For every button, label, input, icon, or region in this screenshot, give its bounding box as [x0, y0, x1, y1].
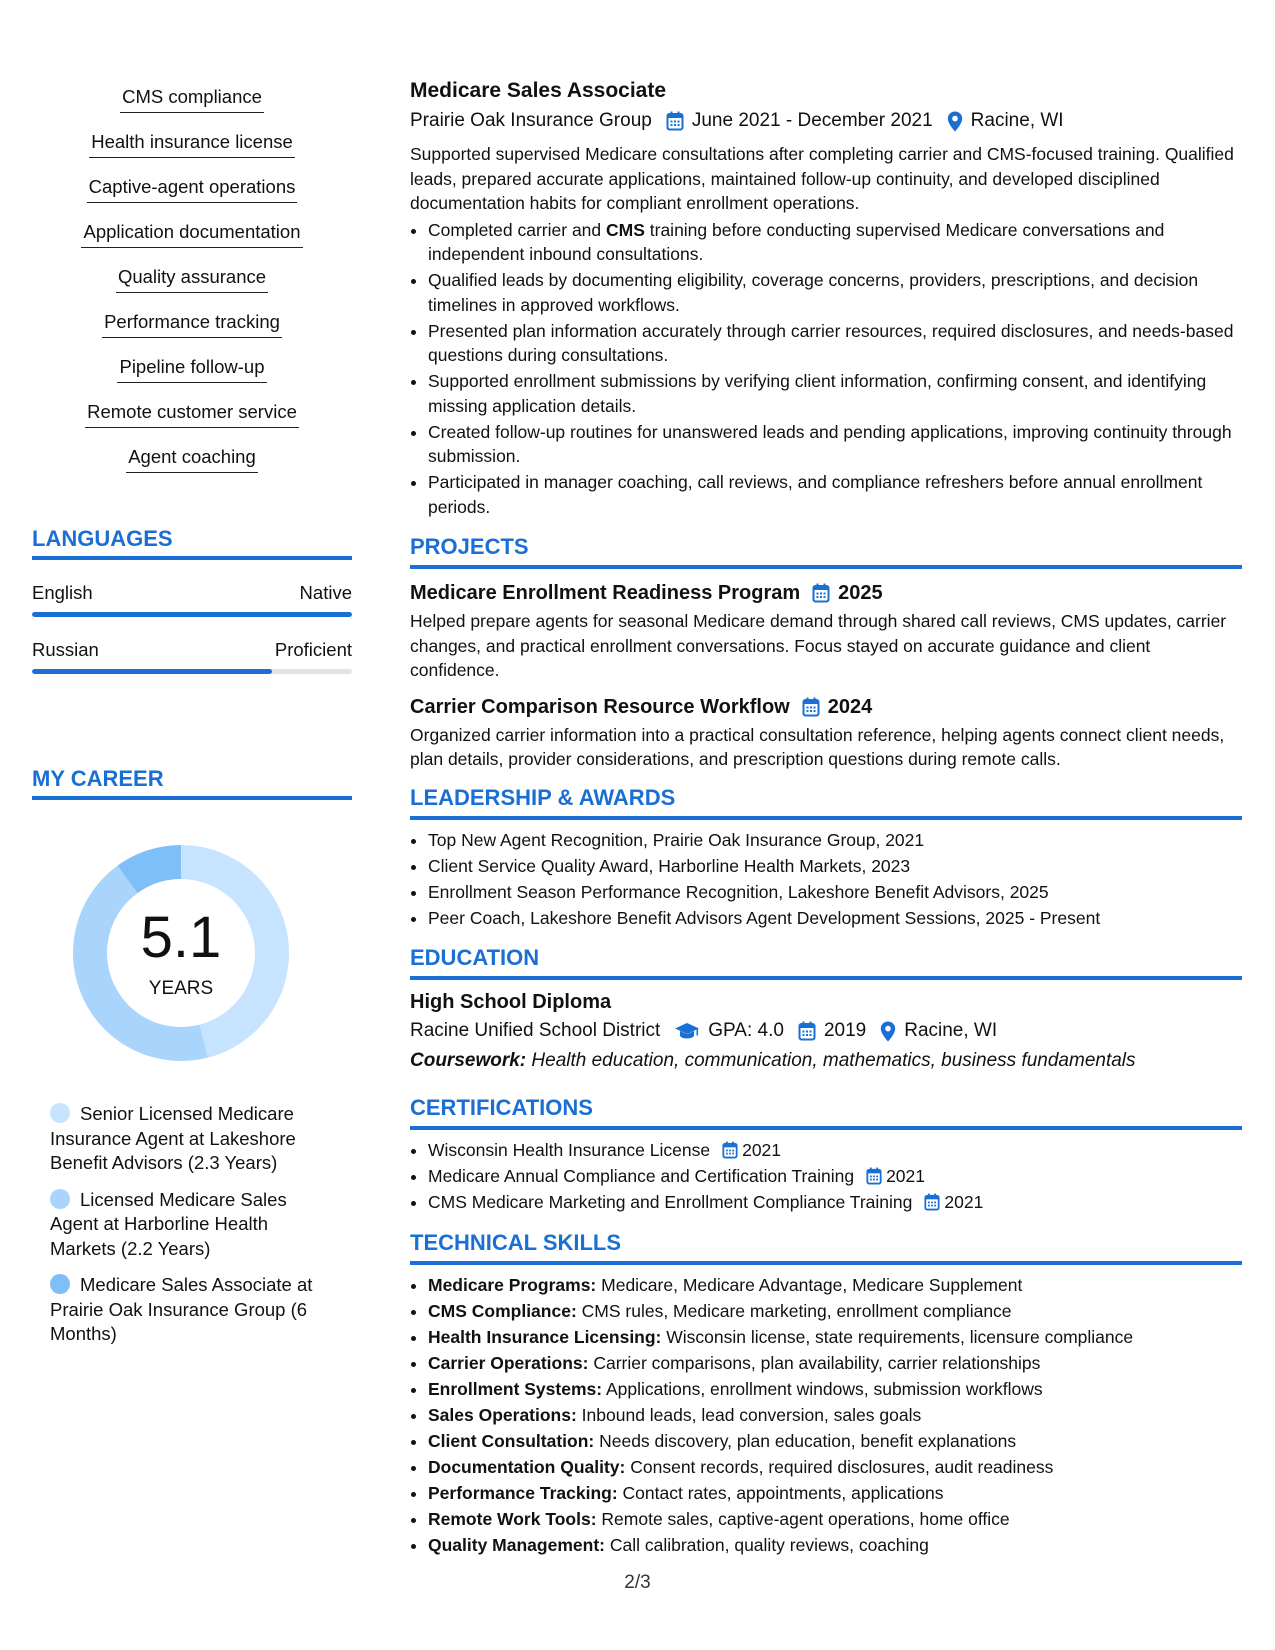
calendar-icon — [722, 1141, 738, 1159]
career-total-years: 5.1 — [140, 905, 222, 970]
award-item: • Enrollment Season Performance Recognition, Lakeshore Benefit Advisors, 2025 — [428, 880, 1242, 905]
project-entry — [410, 693, 1242, 772]
technical-skill-item: • Carrier Operations: Carrier comparisons, plan availability, carrier relationships — [428, 1351, 1242, 1376]
job-title: Medicare Sales Associate — [410, 79, 667, 102]
calendar-icon — [798, 1021, 816, 1041]
location-pin-icon — [880, 1021, 896, 1042]
legend-dot-icon — [50, 1103, 70, 1123]
career-legend-item: Licensed Medicare Sales Agent at Harborline Health Markets (2.2 Years) — [50, 1188, 287, 1259]
job-bullet: • Supported enrollment submissions by verifying client information, confirming consent, and identifying missing application details. — [428, 369, 1242, 418]
skill-list — [32, 84, 352, 489]
project-entry — [410, 579, 1242, 683]
language-english — [32, 582, 352, 617]
technical-skills-section — [410, 1229, 1242, 1558]
certification-item: • Medicare Annual Compliance and Certification Training 2021 — [428, 1164, 1242, 1189]
skill-item: Quality assurance — [32, 264, 352, 309]
project-year: 2024 — [827, 695, 873, 718]
projects-heading: PROJECTS — [410, 533, 1242, 569]
skill-item: Health insurance license — [32, 129, 352, 174]
project-description: Organized carrier information into a practical consultation reference, helping agents connect client needs, plan details, provider considerations, and prescription questions during remote calls. — [410, 724, 1225, 769]
skill-item: Remote customer service — [32, 399, 352, 444]
graduation-cap-icon — [674, 1022, 700, 1040]
technical-skills-heading: TECHNICAL SKILLS — [410, 1229, 1242, 1265]
job-bullet: • Presented plan information accurately through carrier resources, required disclosures, and needs-based questions during consultations. — [428, 319, 1242, 368]
job-bullet: • Completed carrier and CMS training before conducting supervised Medicare conversations and independent inbound consultations. — [428, 218, 1242, 267]
calendar-icon — [866, 1167, 882, 1185]
certifications-heading: CERTIFICATIONS — [410, 1094, 1242, 1130]
technical-skill-item: • Enrollment Systems: Applications, enrollment windows, submission workflows — [428, 1377, 1242, 1402]
education-school: Racine Unified School District — [410, 1020, 661, 1041]
job-bullets — [410, 218, 1242, 520]
technical-skill-item: • Remote Work Tools: Remote sales, captive-agent operations, home office — [428, 1507, 1242, 1532]
job-meta — [410, 106, 1242, 136]
location-pin-icon — [947, 111, 963, 132]
language-russian — [32, 639, 352, 674]
certifications-list — [410, 1138, 1242, 1215]
job-bullet: • Created follow-up routines for unanswered leads and pending applications, improving continuity through submission. — [428, 420, 1242, 469]
certification-item: • Wisconsin Health Insurance License 2021 — [428, 1138, 1242, 1163]
career-legend — [50, 1102, 320, 1347]
job-summary: Supported supervised Medicare consultations after completing carrier and CMS-focused training. Qualified leads, prepared accurate applications, maintained follow-up continuity, and developed disciplined documentation habits for compliant enrollment operations. — [410, 144, 1234, 213]
awards-section — [410, 784, 1242, 931]
skill-item: Agent coaching — [32, 444, 352, 489]
language-bar — [32, 669, 352, 674]
language-bar-fill — [32, 612, 352, 617]
technical-skill-item: • CMS Compliance: CMS rules, Medicare marketing, enrollment compliance — [428, 1299, 1242, 1324]
skill-item: CMS compliance — [32, 84, 352, 129]
project-description: Helped prepare agents for seasonal Medicare demand through shared call reviews, CMS updates, carrier changes, and practical enrollment conversations. Focus stayed on accurate guidance and client confidence. — [410, 611, 1227, 680]
calendar-icon — [802, 697, 820, 717]
project-title: Medicare Enrollment Readiness Program — [410, 582, 801, 604]
career-heading: MY CAREER — [32, 766, 352, 800]
career-legend-item: Senior Licensed Medicare Insurance Agent at Lakeshore Benefit Advisors (2.3 Years) — [50, 1103, 296, 1173]
experience-entry — [410, 76, 1242, 519]
language-level: Proficient — [274, 639, 352, 660]
job-dates: June 2021 - December 2021 — [691, 110, 933, 131]
technical-skills-list — [410, 1273, 1242, 1558]
certification-item: • CMS Medicare Marketing and Enrollment Compliance Training 2021 — [428, 1190, 1242, 1215]
job-location: Racine, WI — [970, 110, 1064, 131]
legend-dot-icon — [50, 1274, 70, 1294]
left-column — [32, 84, 352, 1344]
project-year: 2025 — [838, 582, 883, 604]
language-bar-fill — [32, 669, 272, 674]
education-location: Racine, WI — [904, 1020, 998, 1041]
technical-skill-item: • Medicare Programs: Medicare, Medicare Advantage, Medicare Supplement — [428, 1273, 1242, 1298]
award-item: • Client Service Quality Award, Harborline Health Markets, 2023 — [428, 854, 1242, 879]
award-item: • Top New Agent Recognition, Prairie Oak Insurance Group, 2021 — [428, 828, 1242, 853]
technical-skill-item: • Performance Tracking: Contact rates, appointments, applications — [428, 1481, 1242, 1506]
career-section — [32, 766, 352, 1359]
job-bullet: • Participated in manager coaching, call reviews, and compliance refreshers before annual enrollment periods. — [428, 470, 1242, 519]
language-name: Russian — [32, 639, 99, 660]
calendar-icon — [924, 1193, 940, 1211]
award-item: • Peer Coach, Lakeshore Benefit Advisors Agent Development Sessions, 2025 - Present — [428, 906, 1242, 931]
certifications-section — [410, 1094, 1242, 1215]
skill-item: Performance tracking — [32, 309, 352, 354]
education-degree: High School Diploma — [410, 991, 612, 1013]
job-company: Prairie Oak Insurance Group — [410, 110, 652, 131]
language-level: Native — [299, 582, 352, 603]
education-gpa: GPA: 4.0 — [708, 1020, 784, 1041]
technical-skill-item: • Health Insurance Licensing: Wisconsin license, state requirements, licensure compliance — [428, 1325, 1242, 1350]
skill-item: Captive-agent operations — [32, 174, 352, 219]
language-name: English — [32, 582, 93, 603]
awards-list — [410, 828, 1242, 931]
calendar-icon — [812, 583, 830, 603]
projects-section — [410, 533, 1242, 772]
calendar-icon — [666, 111, 684, 131]
technical-skill-item: • Quality Management: Call calibration, quality reviews, coaching — [428, 1533, 1242, 1558]
technical-skill-item: • Client Consultation: Needs discovery, plan education, benefit explanations — [428, 1429, 1242, 1454]
career-legend-item: Medicare Sales Associate at Prairie Oak Insurance Group (6 Months) — [50, 1274, 313, 1344]
career-total-unit: YEARS — [148, 978, 214, 999]
skill-item: Pipeline follow-up — [32, 354, 352, 399]
right-column — [410, 76, 1242, 1559]
education-section — [410, 944, 1242, 1076]
technical-skill-item: • Sales Operations: Inbound leads, lead conversion, sales goals — [428, 1403, 1242, 1428]
technical-skill-item: • Documentation Quality: Consent records, required disclosures, audit readiness — [428, 1455, 1242, 1480]
education-coursework: Coursework: Health education, communication, mathematics, business fundamentals — [410, 1050, 1136, 1071]
page-number: 2/3 — [624, 1572, 651, 1593]
education-year: 2019 — [823, 1020, 867, 1041]
legend-dot-icon — [50, 1189, 70, 1209]
education-meta — [410, 1016, 1242, 1046]
education-heading: EDUCATION — [410, 944, 1242, 980]
job-bullet: • Qualified leads by documenting eligibility, coverage concerns, providers, prescriptions, and decision timelines in approved workflows. — [428, 268, 1242, 317]
language-bar — [32, 612, 352, 617]
skill-item: Application documentation — [32, 219, 352, 264]
languages-heading: LANGUAGES — [32, 526, 352, 560]
awards-heading: LEADERSHIP & AWARDS — [410, 784, 1242, 820]
career-donut-chart — [66, 838, 296, 1068]
languages-section — [32, 526, 352, 674]
project-title: Carrier Comparison Resource Workflow — [410, 695, 790, 718]
